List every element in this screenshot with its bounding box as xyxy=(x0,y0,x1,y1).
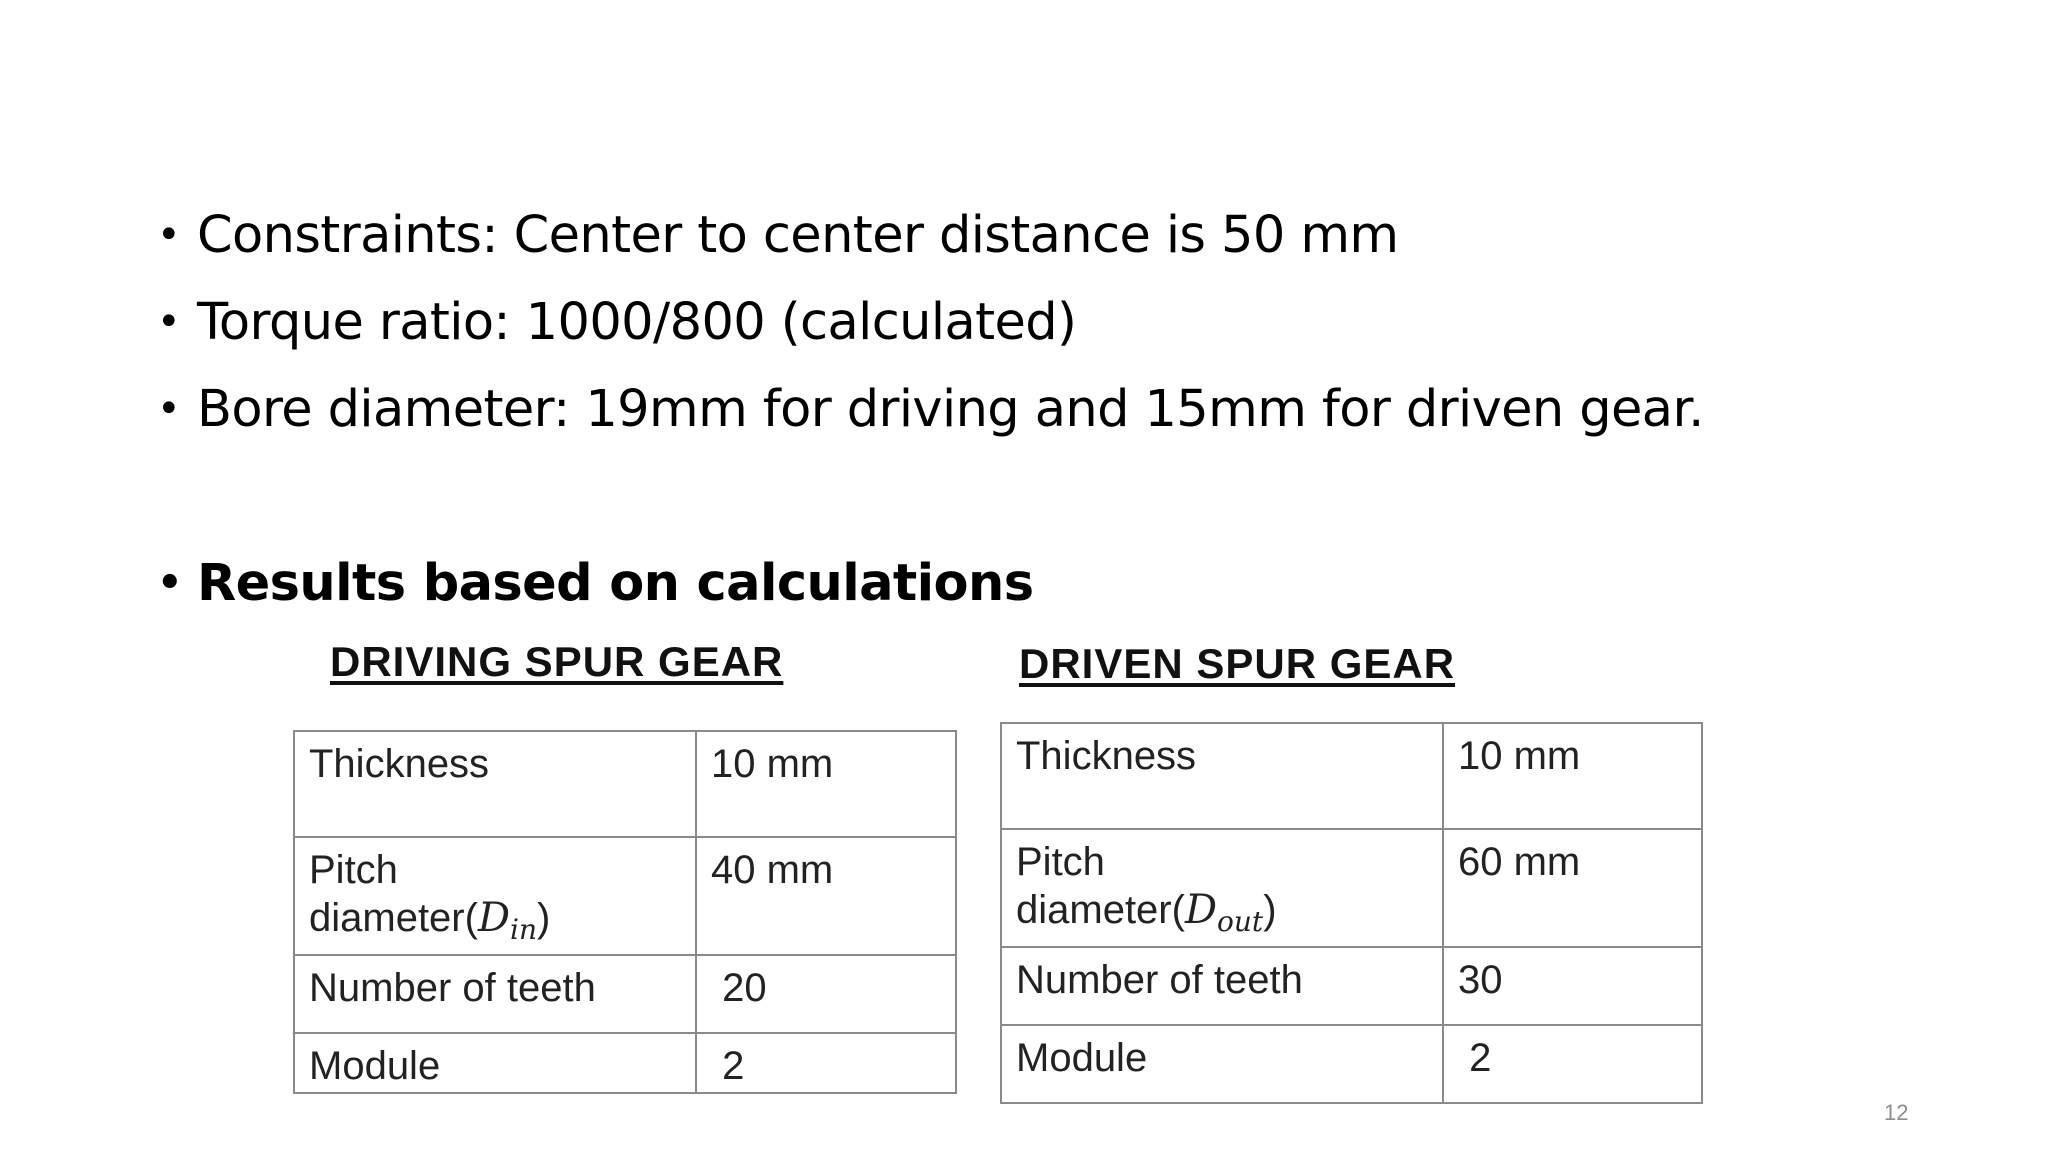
table-row xyxy=(1001,947,1702,1025)
table-cell-label: Thickness xyxy=(1001,723,1443,829)
table-row xyxy=(294,837,956,955)
label-line: diameter( xyxy=(1016,888,1185,932)
driven-gear-table xyxy=(1000,722,1703,1104)
bullet-dot: • xyxy=(157,299,180,345)
table-row xyxy=(1001,829,1702,947)
bullet-item-results xyxy=(155,540,1704,627)
table-cell-value: 2 xyxy=(696,1033,956,1093)
table-cell-label: Module xyxy=(294,1033,696,1093)
table-row xyxy=(1001,723,1702,829)
driven-gear-title: DRIVEN SPUR GEAR xyxy=(1019,640,1456,687)
table-row xyxy=(294,955,956,1033)
table-row xyxy=(1001,1025,1702,1103)
bullet-item xyxy=(155,366,1704,453)
bullet-dot: • xyxy=(157,212,180,258)
bullet-text: Bore diameter: 19mm for driving and 15mm for driven gear. xyxy=(197,380,1704,439)
bullet-list xyxy=(155,192,1704,627)
label-line: Pitch xyxy=(309,848,398,892)
driving-gear-table xyxy=(293,730,957,1094)
bullet-dot: • xyxy=(157,560,182,606)
label-close: ) xyxy=(1263,888,1277,932)
bullet-item xyxy=(155,192,1704,279)
table-cell-value: 30 xyxy=(1443,947,1702,1025)
table-cell-value: 20 xyxy=(696,955,956,1033)
bullet-spacer xyxy=(155,453,1704,540)
bullet-text: Constraints: Center to center distance is 50 mm xyxy=(197,206,1399,265)
label-line: Pitch xyxy=(1016,840,1105,884)
driving-gear-title: DRIVING SPUR GEAR xyxy=(330,638,784,685)
math-symbol: $D_{out}$ xyxy=(1184,887,1264,938)
table-cell-label: Thickness xyxy=(294,731,696,837)
table-cell-value: 2 xyxy=(1443,1025,1702,1103)
table-cell-label: Number of teeth xyxy=(294,955,696,1033)
table-cell-label: Number of teeth xyxy=(1001,947,1443,1025)
table-row xyxy=(294,1033,956,1093)
bullet-dot: • xyxy=(157,386,180,432)
bullet-item xyxy=(155,279,1704,366)
table-row xyxy=(294,731,956,837)
table-cell-value: 40 mm xyxy=(696,837,956,955)
table-cell-value: 60 mm xyxy=(1443,829,1702,947)
label-close: ) xyxy=(537,896,551,940)
table-cell-label xyxy=(1001,829,1443,947)
table-cell-value: 10 mm xyxy=(1443,723,1702,829)
bullet-text: Torque ratio: 1000/800 (calculated) xyxy=(197,293,1077,352)
table-cell-label: Module xyxy=(1001,1025,1443,1103)
math-symbol: $D_{in}$ xyxy=(477,895,538,946)
table-cell-value: 10 mm xyxy=(696,731,956,837)
table-cell-label xyxy=(294,837,696,955)
results-heading: Results based on calculations xyxy=(197,554,1034,613)
label-line: diameter( xyxy=(309,896,478,940)
page-number: 12 xyxy=(1884,1100,1909,1125)
